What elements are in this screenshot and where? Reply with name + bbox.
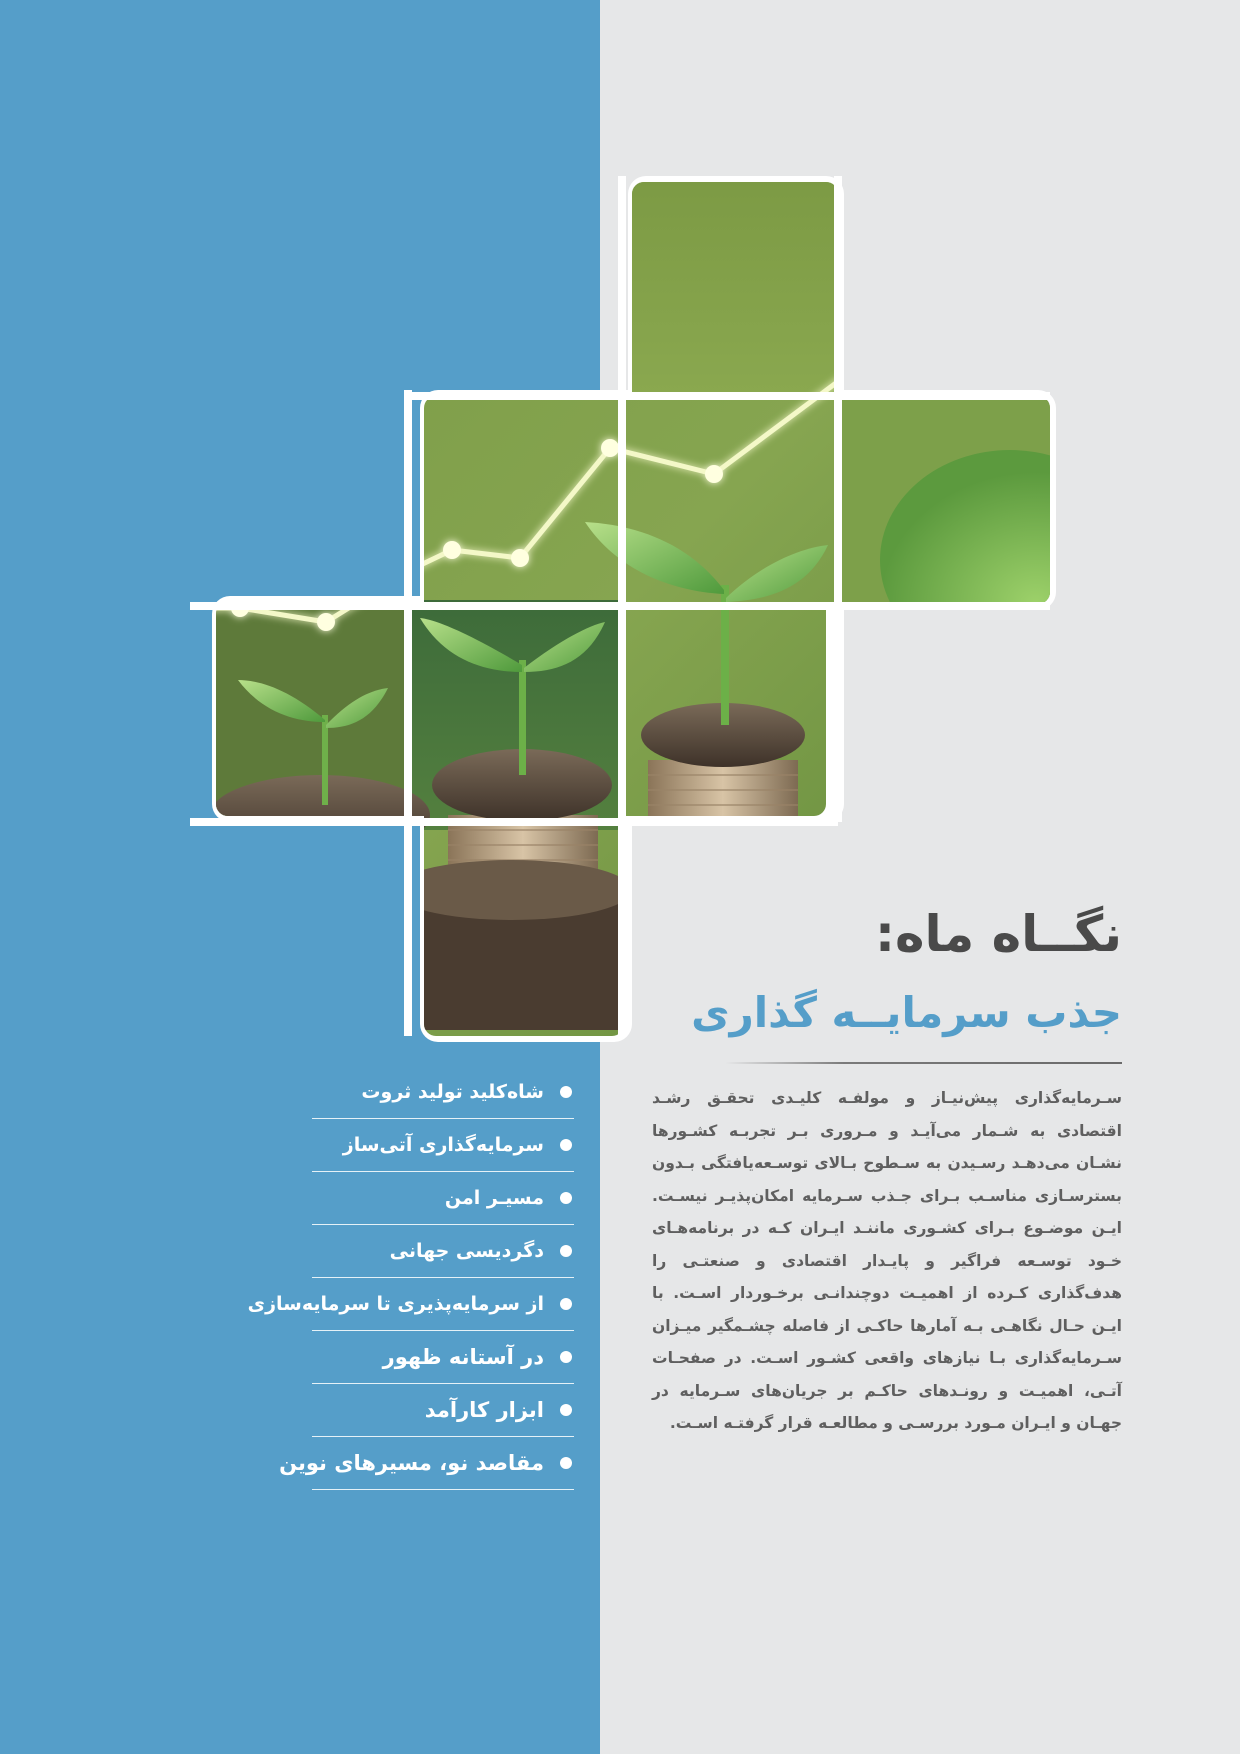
toc-item[interactable] bbox=[312, 1066, 574, 1119]
toc-item-label: در آستانه ظهور bbox=[382, 1345, 544, 1369]
toc-item-label: دگردیسی جهانی bbox=[389, 1240, 544, 1262]
bullet-dot-icon bbox=[560, 1192, 572, 1204]
toc-item[interactable] bbox=[279, 1437, 574, 1490]
bullet-dot-icon bbox=[560, 1086, 572, 1098]
toc-item[interactable] bbox=[247, 1278, 574, 1331]
toc-item[interactable] bbox=[312, 1172, 574, 1225]
toc-item-label: شاه‌کلید تولید ثروت bbox=[361, 1081, 544, 1103]
bullet-dot-icon bbox=[560, 1298, 572, 1310]
toc-item-label: مقاصد نو، مسیرهای نوین bbox=[279, 1451, 544, 1475]
toc-item-label: ابزار کارآمد bbox=[424, 1398, 544, 1422]
bullet-dot-icon bbox=[560, 1139, 572, 1151]
toc-item[interactable] bbox=[312, 1225, 574, 1278]
bullet-dot-icon bbox=[560, 1351, 572, 1363]
toc-item-label: سرمایه‌گذاری آتی‌ساز bbox=[342, 1134, 544, 1156]
table-of-contents bbox=[247, 1066, 574, 1490]
toc-item-label: از سرمایه‌پذیری تا سرمایه‌سازی bbox=[247, 1293, 544, 1315]
page-title: نگــاه ماه: bbox=[875, 905, 1122, 963]
bullet-dot-icon bbox=[560, 1457, 572, 1469]
title-divider bbox=[725, 1062, 1122, 1064]
page-subtitle: جذب سرمایــه گذاری bbox=[691, 988, 1122, 1037]
bullet-dot-icon bbox=[560, 1404, 572, 1416]
bullet-dot-icon bbox=[560, 1245, 572, 1257]
toc-item[interactable] bbox=[312, 1331, 574, 1384]
toc-item[interactable] bbox=[312, 1384, 574, 1437]
article-paragraph: سـرمایه‌گذاری پیش‌نیـاز و مولفـه کلیـدی تحقـق رشـد اقتصادی به شـمار می‌آیـد و مـروری بـر تجربـه کشـورها نشـان می‌دهـد رسـیدن به سـطوح بـالای توسـعه‌یافتگی بـدون بسترسـازی مناسـب بـرای جـذب سـرمایه امکان‌پذیـر نیسـت. ایـن موضـوع بـرای کشـوری ماننـد ایـران کـه در برنامه‌هـای خـود توسـعه فراگیر و پایـدار اقتصادی و صنعتـی را هدف‌گذاری کـرده از اهمیـت دوچندانـی برخـوردار اسـت. با ایـن حـال نگاهـی بـه آمارها حاکـی از فاصله چشـمگیر میـزان سـرمایه‌گذاری بـا نیازهای واقعی کشـور اسـت. در صفحـات آتـی، اهمیـت و رونـدهای حاکـم بر جریان‌های سـرمایه در جهـان و ایـران مـورد بررسـی و مطالعـه قرار گرفتـه اسـت. bbox=[652, 1089, 1122, 1432]
toc-item-label: مسیـر امن bbox=[444, 1187, 544, 1209]
toc-item[interactable] bbox=[312, 1119, 574, 1172]
